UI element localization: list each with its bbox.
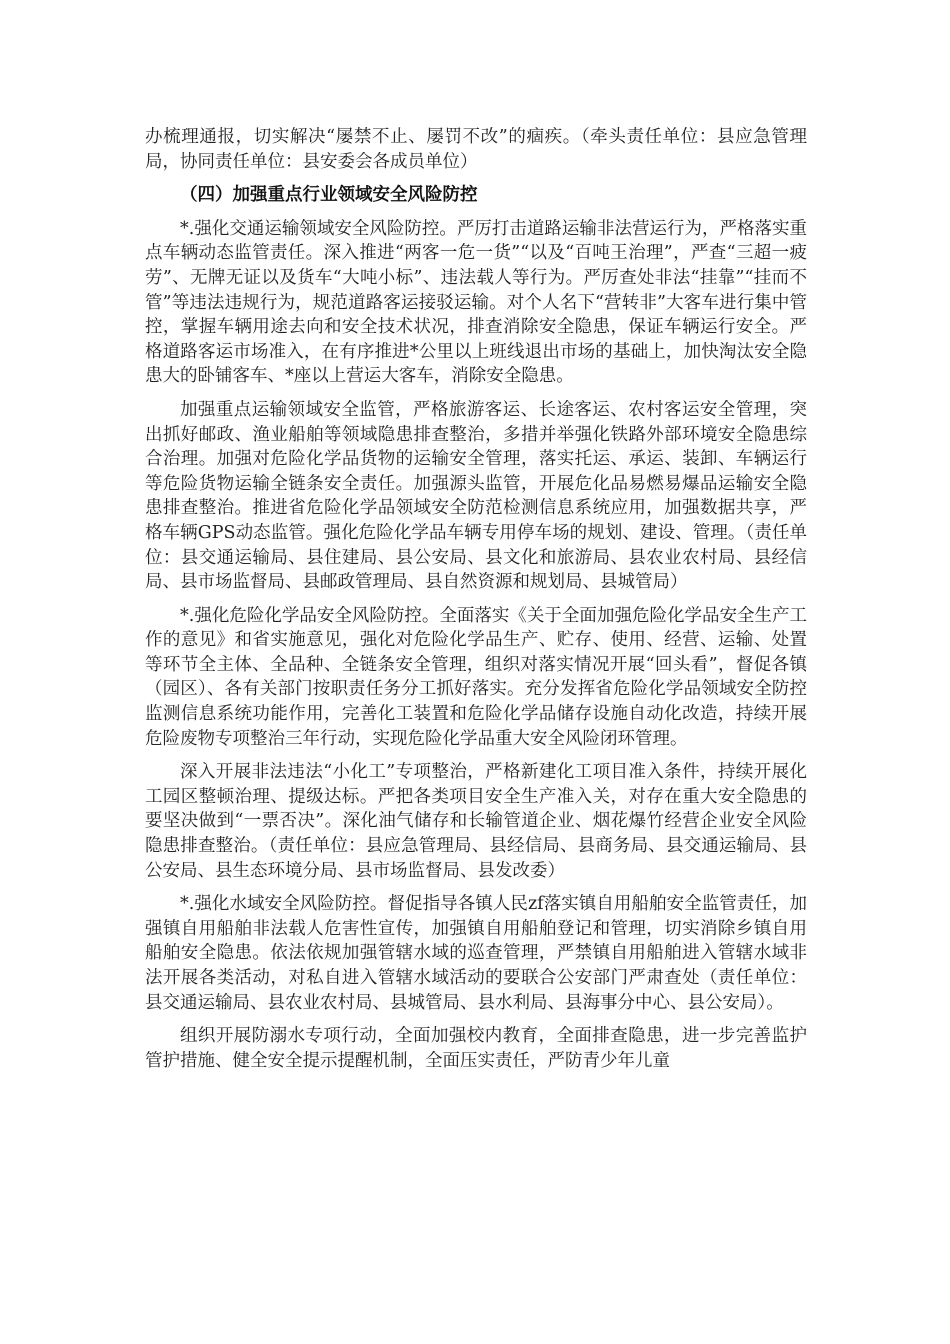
paragraph-transport-supervision: 加强重点运输领域安全监管，严格旅游客运、长途客运、农村客运安全管理，突出抓好邮政、渔业船舶等领域隐患排查整治，多措并举强化铁路外部环境安全隐患综合治理。加强对危险化学品货物的运输安全管理，落实托运、承运、装卸、车辆运行等危险货物运输全链条安全责任。加强源头监管，开展危化品易燃易爆品运输安全隐患排查整治。推进省危险化学品领域安全防范检测信息系统应用，加强数据共享，严格车辆GPS动态监管。强化危险化学品车辆专用停车场的规划、建设、管理。（责任单位：县交通运输局、县住建局、县公安局、县文化和旅游局、县农业农村局、县经信局、县市场监督局、县邮政管理局、县自然资源和规划局、县城管局）	[145, 399, 807, 593]
paragraph-transport-risk: *.强化交通运输领域安全风险防控。严厉打击道路运输非法营运行为，严格落实重点车辆动态监管责任。深入推进“两客一危一货”“以及“百吨王治理”，严查“三超一疲劳”、无牌无证以及货车“大吨小标”、违法载人等行为。严厉查处非法“挂靠”“挂而不管”等违法违规行为，规范道路客运接驳运输。对个人名下“营转非”大客车进行集中管控，掌握车辆用途去向和安全技术状况，排查消除安全隐患，保证车辆运行安全。严格道路客运市场准入，在有序推进*公里以上班线退出市场的基础上，加快淘汰安全隐患大的卧铺客车、*座以上营运大客车，消除安全隐患。	[145, 218, 807, 387]
paragraph-drowning-prevention: 组织开展防溺水专项行动，全面加强校内教育，全面排查隐患，进一步完善监护管护措施、健全安全提示提醒机制，全面压实责任，严防青少年儿童	[145, 1026, 807, 1071]
paragraph-water-risk: *.强化水域安全风险防控。督促指导各镇人民zf落实镇自用船舶安全监管责任，加强镇自用船舶非法载人危害性宣传，加强镇自用船舶登记和管理，切实消除乡镇自用船舶安全隐患。依法依规加强管辖水域的巡查管理，严禁镇自用船舶进入管辖水域非法开展各类活动，对私自进入管辖水域活动的要联合公安部门严肃查处（责任单位：县交通运输局、县农业农村局、县城管局、县水利局、县海事分中心、县公安局）。	[145, 894, 807, 1013]
paragraph-small-chemical: 深入开展非法违法“小化工”专项整治，严格新建化工项目准入条件，持续开展化工园区整顿治理、提级达标。严把各类项目安全生产准入关，对存在重大安全隐患的要坚决做到“一票否决”。深化油气储存和长输管道企业、烟花爆竹经营企业安全风险隐患排查整治。（责任单位：县应急管理局、县经信局、县商务局、县交通运输局、县公安局、县生态环境分局、县市场监督局、县发改委）	[145, 762, 807, 881]
section-heading: （四）加强重点行业领域安全风险防控	[180, 185, 478, 206]
document-page	[145, 125, 807, 1082]
paragraph-continuation: 办梳理通报，切实解决“屡禁不止、屡罚不改”的痼疾。（牵头责任单位：县应急管理局，协同责任单位：县安委会各成员单位）	[145, 127, 807, 172]
paragraph-hazchem-risk: *.强化危险化学品安全风险防控。全面落实《关于全面加强危险化学品安全生产工作的意见》和省实施意见，强化对危险化学品生产、贮存、使用、经营、运输、处置等环节全主体、全品种、全链条安全管理，组织对落实情况开展“回头看”，督促各镇（园区）、各有关部门按职责任务分工抓好落实。充分发挥省危险化学品领域安全防控监测信息系统功能作用，完善化工装置和危险化学品储存设施自动化改造，持续开展危险废物专项整治三年行动，实现危险化学品重大安全风险闭环管理。	[145, 605, 807, 749]
